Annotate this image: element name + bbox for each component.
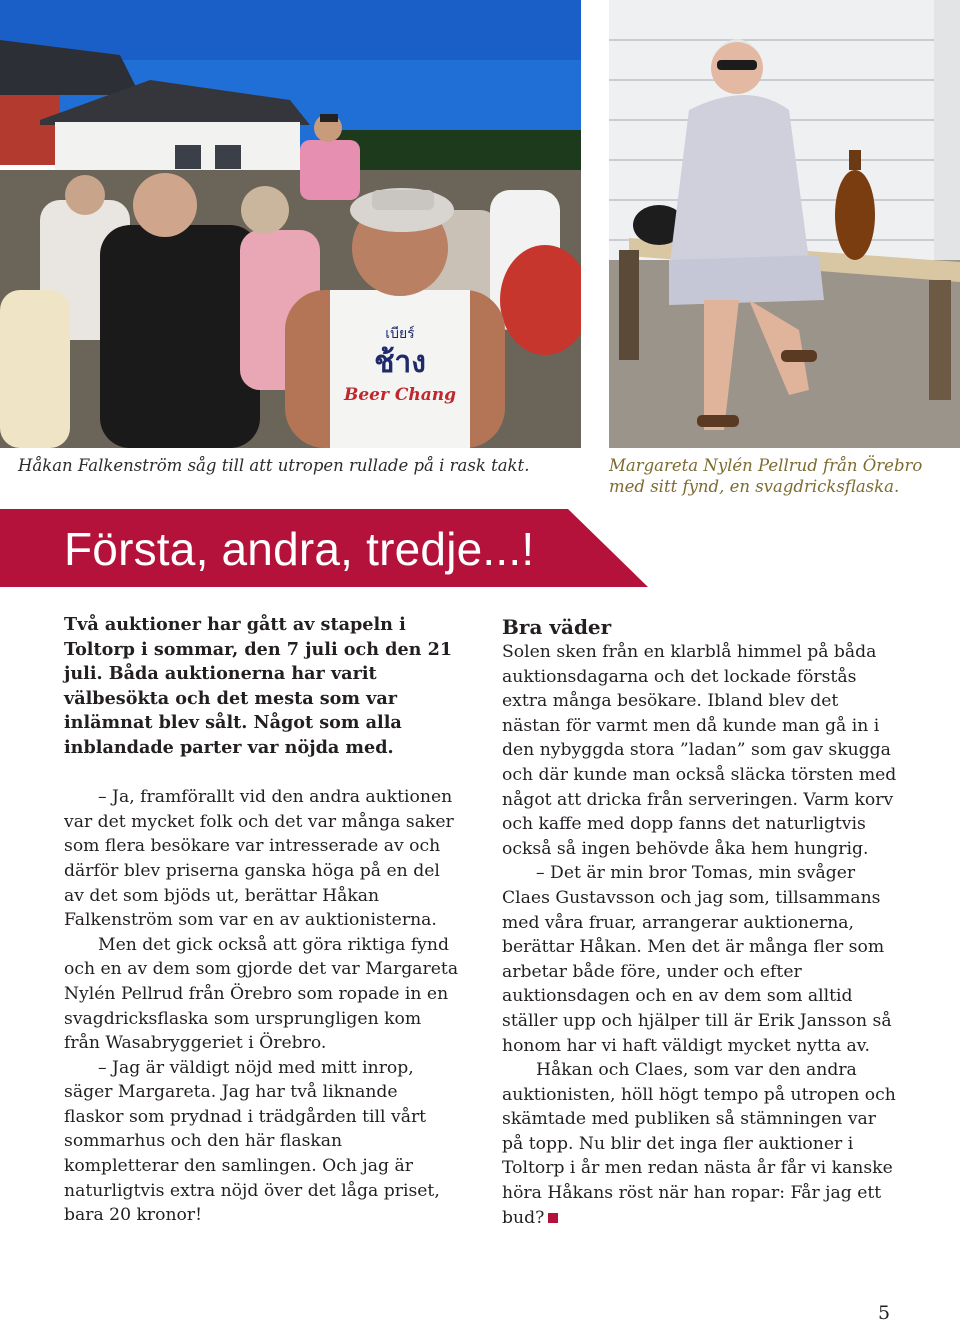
article-paragraph: – Det är min bror Tomas, min svåger Claes Gustavsson och jag som, tillsammans med våra fruar, arrangerar auktionerna, berättar Håkan. Men det är många fler som arbetar både före, under och efter auktionsdagen och en av dem som alltid ställer upp och hjälper till är Erik Jansson så honom har vi haft väldigt mycket nytta av. (502, 863, 892, 1056)
caption-right (609, 455, 960, 497)
caption-right-line1: Margareta Nylén Pellrud från Örebro (609, 456, 923, 475)
article-lead: Två auktioner har gått av stapeln i Toltorp i sommar, den 7 juli och den 21 juli. Båda auktionerna har varit välbesökta och det mesta som var inlämnat blev sålt. Något som alla inblandade parter var nöjda med. (64, 614, 453, 758)
headline: Första, andra, tredje...! (64, 523, 535, 575)
article-paragraph: Solen sken från en klarblå himmel på båda auktionsdagarna och det lockade förstås extra många besökare. Ibland blev det nästan för varmt men då kunde man gå in i den nybyggda stora ”ladan” som gav skugga och där kunde man också släcka törsten med något att dricka från serveringen. Varm korv och kaffe med dopp fanns det naturligtvis också så ingen behövde åka hem hungrig. (502, 642, 897, 859)
auction-crowd-photo (0, 0, 581, 448)
article-paragraph: – Jag är väldigt nöjd med mitt inrop, säger Margareta. Jag har två liknande flaskor som prydnad i trädgården till vårt sommarhus och den här flaskan kompletterar den samlingen. Och jag är naturligtvis extra nöjd över det låga priset, bara 20 kronor! (64, 1057, 440, 1226)
caption-left: Håkan Falkenström såg till att utropen rullade på i rask takt. (18, 456, 530, 475)
article-paragraph: – Ja, framförallt vid den andra auktionen var det mycket folk och det var många saker som flera besökare var intresserade av och därför blev priserna ganska höga på en del av det som bjöds ut, berättar Håkan Falkenström som var en av auktionisterna. (64, 787, 454, 931)
article-final-text: Håkan och Claes, som var den andra auktionisten, höll högt tempo på utropen och skämtade med publiken så stämningen var på topp. Nu blir det inga fler auktioner i Toltorp i år men redan nästa år får vi kanske höra Håkans röst när han ropar: Får jag ett bud? (502, 1060, 896, 1228)
end-of-article-square-icon (548, 1213, 558, 1223)
article-subhead: Bra väder (502, 615, 612, 639)
article-column-left (64, 613, 459, 1228)
shirt-print-top: เบียร์ (385, 326, 415, 342)
article-paragraph-final (502, 1058, 902, 1230)
headline-banner (0, 509, 650, 589)
article-paragraph: Men det gick också att göra riktiga fynd och en av dem som gjorde det var Margareta Nylén Pellrud från Örebro som ropade in en svagdricksflaska som ursprungligen kom från Wasabryggeriet i Örebro. (64, 934, 459, 1054)
shirt-print-brand: Beer Chang (343, 385, 457, 405)
page-number: 5 (878, 1302, 891, 1324)
shirt-print-main: ช้าง (374, 345, 426, 380)
caption-right-line2: med sitt fynd, en svagdricksflaska. (609, 477, 900, 496)
woman-bench-photo (609, 0, 960, 448)
article-column-right (502, 615, 902, 1230)
